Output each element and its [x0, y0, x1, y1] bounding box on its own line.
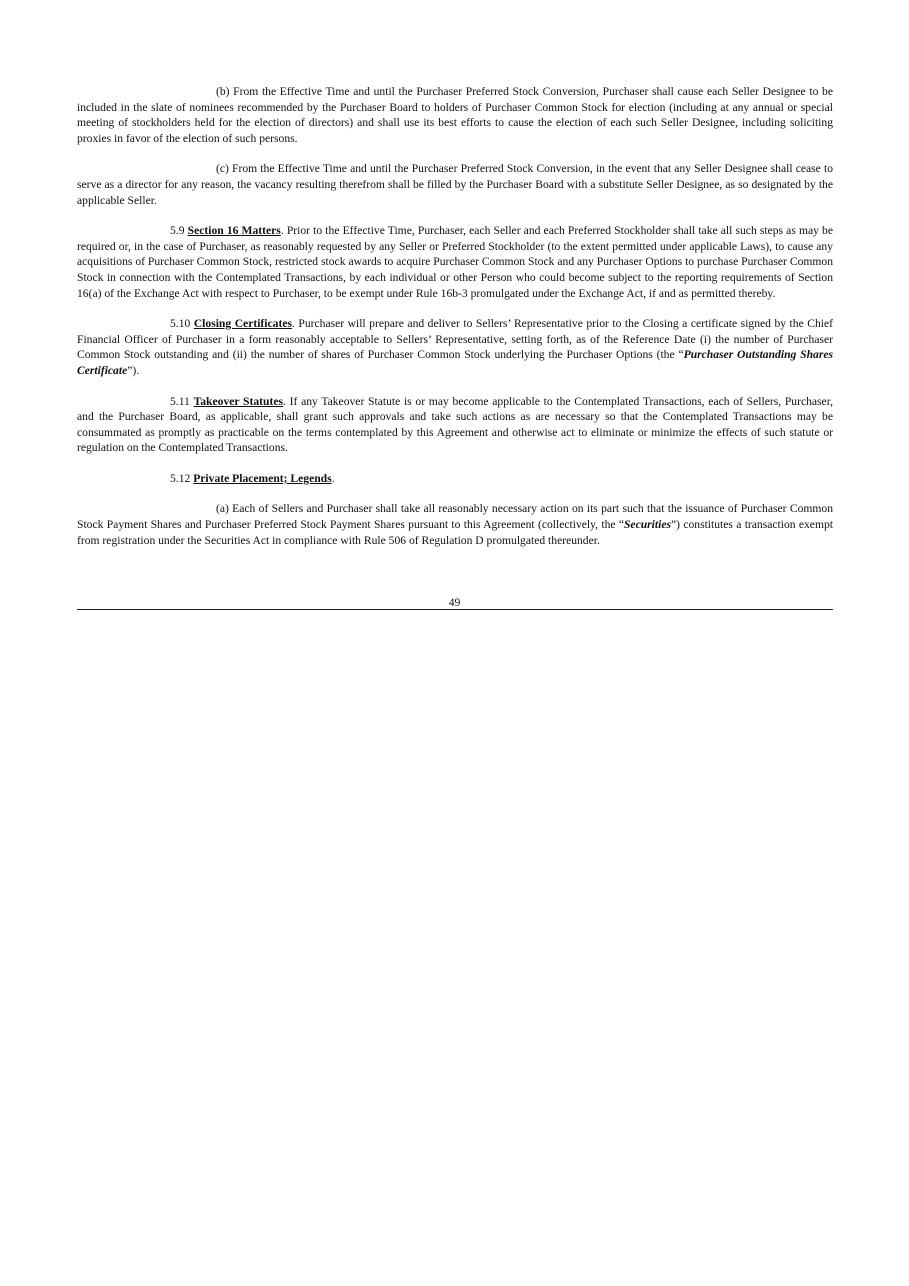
paragraph-c	[77, 161, 833, 208]
section-5-9	[77, 223, 833, 301]
paragraph-a-text: (a) Each of Sellers and Purchaser shall take all reasonably necessary action on its part such that the issuance of Purchaser Common Stock Payment Shares and Purchaser Preferred Stock Payment Shares pursuant to this Agreement (collectively, the “	[77, 502, 833, 532]
section-5-11-heading: Takeover Statutes	[193, 394, 283, 408]
section-5-12-tail: .	[331, 471, 335, 485]
section-5-11-text: . If any Takeover Statute is or may become applicable to the Contemplated Transactions, each of Sellers, Purchaser, and the Purchaser Board, as applicable, shall grant such approvals and take such actions as are necessary so that the Contemplated Transactions may be consummated as promptly as practicable on the terms contemplated by this Agreement and otherwise act to eliminate or minimize the effects of such statute or regulation on the Contemplated Transactions.	[77, 394, 833, 455]
defined-term-securities: Securities	[623, 518, 672, 532]
section-5-10-heading: Closing Certificates	[193, 317, 292, 331]
paragraph-a	[77, 501, 833, 548]
section-5-10-text: . Purchaser will prepare and deliver to Sellers’ Representative prior to the Closing a certificate signed by the Chief Financial Officer of Purchaser in a form reasonably acceptable to Sellers’ Representative, setting forth, as of the Reference Date (i) the number of Purchaser Common Stock outstanding and (ii) the number of shares of Purchaser Common Stock underlying the Purchaser Options (the “	[77, 317, 833, 362]
section-5-12-number: 5.12	[170, 471, 191, 485]
section-5-10-tail: ”).	[127, 363, 140, 377]
footer-divider	[77, 609, 833, 610]
section-5-9-text: . Prior to the Effective Time, Purchaser, each Seller and each Preferred Stockholder shall take all such steps as may be required or, in the case of Purchaser, as reasonably requested by any Seller or Preferred Stockholder (to the extent permitted under applicable Laws), to cause any acquisitions of Purchaser Common Stock, restricted stock awards to acquire Purchaser Common Stock and any Purchaser Options to purchase Purchaser Common Stock in connection with the Contemplated Transactions, by each individual or other Person who could become subject to the reporting requirements of Section 16(a) of the Exchange Act with respect to Purchaser, to be exempt under Rule 16b-3 promulgated under the Exchange Act, if and as permitted thereby.	[77, 224, 833, 300]
paragraph-b-text: (b) From the Effective Time and until the Purchaser Preferred Stock Conversion, Purchaser shall cause each Seller Designee to be included in the slate of nominees recommended by the Purchaser Board to holders of Purchaser Common Stock for election (including at any annual or special meeting of stockholders held for the election of directors) and shall use its best efforts to cause the election of each such Seller Designee, including soliciting proxies in favor of the election of such persons.	[77, 85, 833, 145]
section-5-11-number: 5.11	[170, 394, 190, 408]
paragraph-c-text: (c) From the Effective Time and until the Purchaser Preferred Stock Conversion, in the event that any Seller Designee shall cease to serve as a director for any reason, the vacancy resulting therefrom shall be filled by the Purchaser Board with a substitute Seller Designee, as so designated by the applicable Seller.	[77, 162, 833, 207]
section-5-12	[77, 471, 833, 487]
defined-term-outstanding-shares-certificate: Purchaser Outstanding Shares Certificate	[77, 348, 834, 377]
section-5-10-number: 5.10	[170, 317, 191, 331]
section-5-9-number: 5.9	[170, 224, 185, 238]
section-5-9-heading: Section 16 Matters	[187, 224, 281, 238]
page-number: 49	[448, 596, 461, 609]
section-5-12-heading: Private Placement; Legends	[193, 471, 332, 485]
paragraph-b	[77, 84, 833, 146]
paragraph-a-tail: ”) constitutes a transaction exempt from registration under the Securities Act in compliance with Rule 506 of Regulation D promulgated thereunder.	[77, 518, 833, 547]
section-5-10	[77, 316, 833, 378]
section-5-11	[77, 394, 833, 456]
document-page	[77, 84, 833, 563]
